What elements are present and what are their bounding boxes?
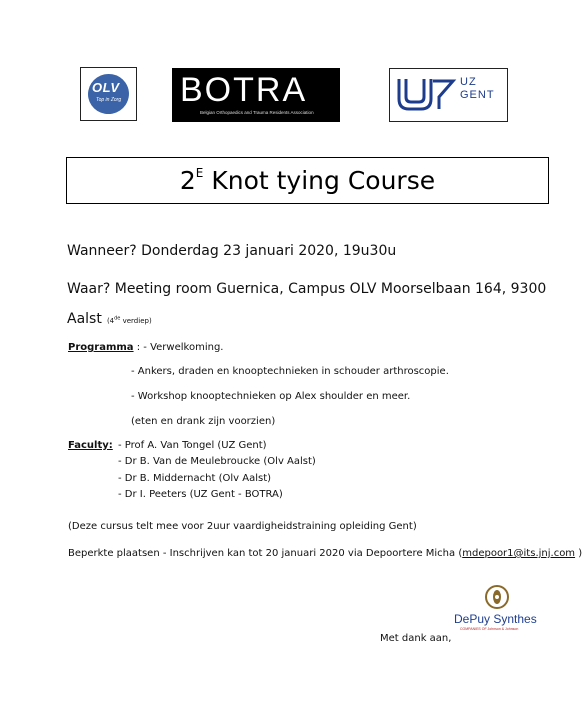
faculty-member-1: - Prof A. Van Tongel (UZ Gent) [118,440,267,451]
olv-logo-tagline: Top in Zorg [96,97,122,103]
faculty-row [68,440,113,451]
depuy-synthes-logo [450,582,550,642]
faculty-label: Faculty: [68,440,113,451]
olv-logo-text: OLV [92,80,120,95]
botra-logo-subtitle: Belgian Orthopaedics and Trauma Residents Association [200,110,314,115]
course-title-sup: E [195,165,204,180]
where-city: Aalst [67,311,102,327]
programma-row [68,342,223,353]
where-floor-sup: de [114,315,121,322]
programma-item-1: Verwelkoming. [150,342,224,353]
faculty-member-3: - Dr B. Middernacht (Olv Aalst) [118,473,272,484]
programma-colon: : - [133,342,147,353]
course-title [180,166,435,195]
registration-email-link[interactable]: mdepoor1@its.jnj.com [462,548,576,559]
when-line: Wanneer? Donderdag 23 januari 2020, 19u30u [67,243,397,259]
uz-gent-logo-line2: GENT [460,89,495,101]
where-floor-prefix: (4 [106,317,115,325]
where-line-1: Waar? Meeting room Guernica, Campus OLV Moorselbaan 164, 9300 [67,281,547,297]
training-note: (Deze cursus telt mee voor 2uur vaardigheidstraining opleiding Gent) [68,521,417,532]
where-line-2 [67,308,152,327]
registration-close: ) [575,548,583,559]
botra-logo-text: BOTRA [180,71,308,109]
programma-item-3: - Workshop knooptechnieken op Alex shoulder en meer. [131,391,411,402]
course-title-box [66,157,549,204]
programma-item-4: (eten en drank zijn voorzien) [131,416,276,427]
depuy-logo-sub: COMPANIES OF Johnson & Johnson [460,627,519,631]
programma-label: Programma [68,342,134,353]
botra-logo [172,68,340,122]
course-title-text: Knot tying Course [211,166,436,195]
course-title-number: 2 [179,166,196,195]
faculty-member-4: - Dr I. Peeters (UZ Gent - BOTRA) [118,489,283,500]
programma-item-2: - Ankers, draden en knooptechnieken in schouder arthroscopie. [131,366,449,377]
uz-gent-logo [389,68,508,122]
depuy-emblem-icon [484,584,510,610]
where-floor-suffix: verdiep) [120,317,152,325]
olv-logo [80,67,137,121]
uz-gent-logo-mark [395,75,457,115]
uz-gent-logo-text [460,76,495,102]
registration-text: Beperkte plaatsen - Inschrijven kan tot 20 januari 2020 via Depoortere Micha ( [68,548,463,559]
thanks-text: Met dank aan, [380,633,452,644]
where-floor [107,317,152,325]
depuy-logo-text: DePuy Synthes [454,612,537,626]
faculty-member-2: - Dr B. Van de Meulebroucke (Olv Aalst) [118,456,316,467]
registration-line [68,548,582,559]
uz-gent-logo-line1: UZ [460,76,477,88]
